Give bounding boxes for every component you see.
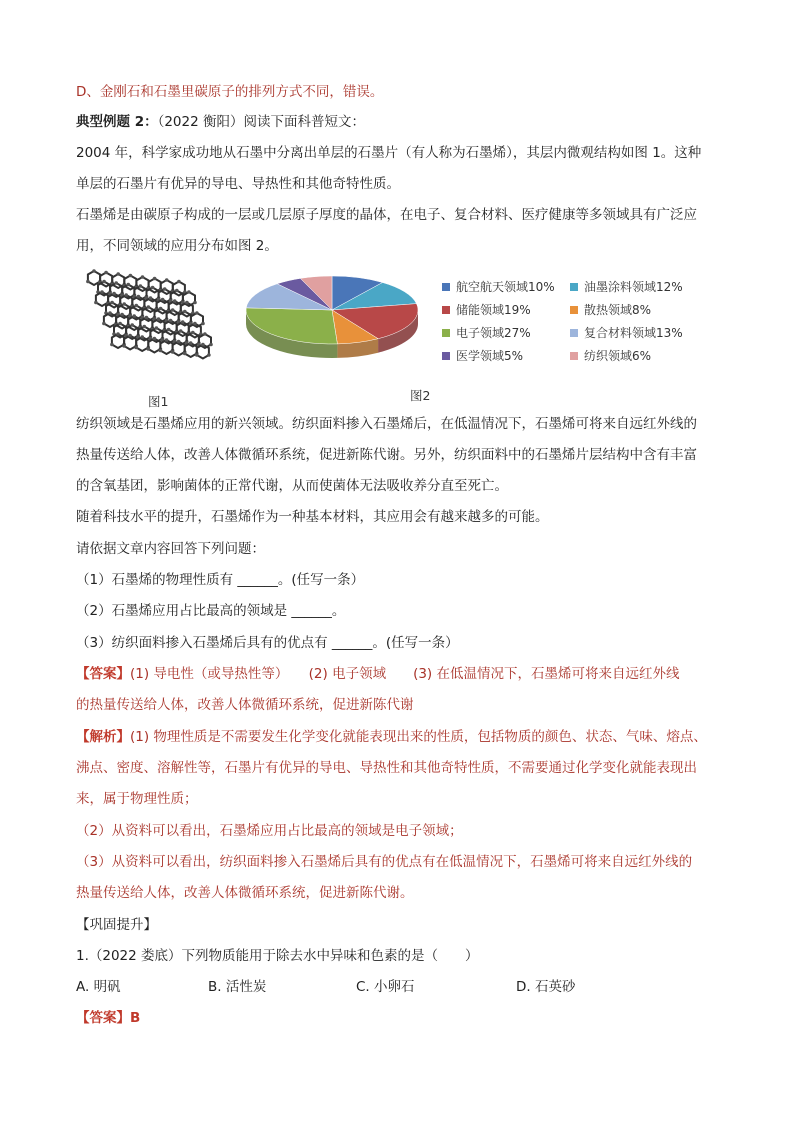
- lattice-atom: [143, 325, 147, 329]
- chart-legend: [442, 278, 722, 368]
- example-label: 典型例题 2：: [76, 114, 158, 130]
- text-line: 纺织领域是石墨烯应用的新兴领域。纺织面料掺入石墨烯后，在低温情况下，石墨烯可将来自远红外线的: [76, 416, 697, 432]
- lattice-atom: [104, 271, 108, 275]
- lattice-atom: [124, 293, 128, 297]
- legend-label: 散热领域8%: [584, 303, 652, 317]
- legend-swatch: [442, 283, 450, 291]
- lattice-atom: [145, 316, 149, 320]
- text-line: 单层的石墨片有优异的导电、导热性和其他奇特性质。: [76, 176, 400, 192]
- lattice-atom: [191, 331, 195, 335]
- option-c: C. 小卵石: [356, 979, 415, 995]
- text-line: 随着科技水平的提升，石墨烯作为一种基本材料，其应用会有越来越多的可能。: [76, 509, 549, 525]
- legend-item: [570, 324, 683, 341]
- answer-text-cont: 的热量传送给人体，改善人体微循环系统，促进新陈代谢: [76, 697, 414, 713]
- lattice-atom: [201, 343, 205, 347]
- lattice-atom: [155, 326, 159, 330]
- legend-swatch: [442, 306, 450, 314]
- lattice-atom: [92, 269, 96, 273]
- legend-swatch: [442, 352, 450, 360]
- question-2: （2）石墨烯应用占比最高的领域是 ______。: [76, 603, 346, 619]
- lattice-atom: [139, 284, 143, 288]
- text-line: 2004 年，科学家成功地从石墨中分离出单层的石墨片（有人称为石墨烯），其层内微观结构如图 1。这种: [76, 145, 702, 161]
- analysis-text: (1) 物理性质是不需要发生化学变化就能表现出来的性质，包括物质的颜色、状态、气味、熔点、: [130, 729, 707, 745]
- lattice-atom: [122, 344, 126, 348]
- example-heading: [76, 112, 365, 132]
- lattice-atom: [177, 280, 181, 284]
- lattice-atom: [179, 329, 183, 333]
- lattice-atom: [171, 308, 175, 312]
- legend-label: 电子领域27%: [456, 326, 531, 340]
- legend-item: [442, 324, 531, 341]
- text-line: 请依据文章内容回答下列问题：: [76, 541, 265, 557]
- answer-label: 【答案】: [76, 1010, 130, 1026]
- legend-label: 医学领域5%: [456, 349, 524, 363]
- analysis-text: 沸点、密度、溶解性等，石墨片有优异的导电、导热性和其他奇特性质，不需要通过化学变化就能表现出: [76, 760, 697, 776]
- question-3: （3）纺织面料掺入石墨烯后具有的优点有 ______。(任写一条）: [76, 635, 459, 651]
- lattice-atom: [110, 343, 114, 347]
- lattice-atom: [181, 320, 185, 324]
- lattice-atom: [159, 307, 163, 311]
- graphene-lattice-image: [84, 268, 234, 378]
- analysis-label: 【解析】: [76, 729, 130, 745]
- lattice-atom: [153, 277, 157, 281]
- lattice-atom: [122, 302, 126, 306]
- legend-swatch: [570, 283, 578, 291]
- lattice-atom: [114, 281, 118, 285]
- lattice-atom: [209, 343, 213, 347]
- lattice-atom: [165, 278, 169, 282]
- lattice-atom: [130, 323, 134, 327]
- lattice-atom: [185, 301, 189, 305]
- analysis-text: 热量传送给人体，改善人体微循环系统，促进新陈代谢。: [76, 885, 414, 901]
- legend-item: [570, 301, 651, 318]
- lattice-atom: [203, 332, 207, 336]
- legend-item: [442, 347, 523, 364]
- figure2-caption: 图2: [410, 388, 431, 403]
- lattice-atom: [100, 290, 104, 294]
- lattice-atom: [189, 341, 193, 345]
- problem-1: 1.（2022 娄底）下列物质能用于除去水中异味和色素的是（ ）: [76, 948, 479, 964]
- analysis-text: 来，属于物理性质；: [76, 791, 198, 807]
- text-line: 的含氧基团，影响菌体的正常代谢，从而使菌体无法吸收养分直至死亡。: [76, 478, 508, 494]
- lattice-atom: [110, 301, 114, 305]
- lattice-atom: [177, 340, 181, 344]
- answer-line-2: [76, 1008, 140, 1028]
- option-a: A. 明矾: [76, 979, 121, 995]
- lattice-atom: [207, 353, 211, 357]
- legend-label: 油墨涂料领域12%: [584, 280, 683, 294]
- legend-swatch: [442, 329, 450, 337]
- lattice-atom: [163, 287, 167, 291]
- answer-text: B: [130, 1010, 141, 1026]
- lattice-atom: [153, 337, 157, 341]
- legend-item: [570, 347, 651, 364]
- lattice-atom: [118, 322, 122, 326]
- lattice-atom: [169, 319, 173, 323]
- legend-swatch: [570, 306, 578, 314]
- lattice-atom: [147, 305, 151, 309]
- lattice-atom: [149, 296, 153, 300]
- lattice-atom: [116, 332, 120, 336]
- lattice-hexagon: [88, 271, 100, 285]
- lattice-atom: [187, 290, 191, 294]
- example-source: （2022 衡阳）阅读下面科普短文：: [157, 114, 365, 130]
- option-b: B. 活性炭: [208, 979, 267, 995]
- legend-label: 纺织领域6%: [584, 349, 652, 363]
- analysis-line: [76, 727, 707, 747]
- lattice-atom: [120, 313, 124, 317]
- lattice-atom: [102, 280, 106, 284]
- legend-swatch: [570, 329, 578, 337]
- lattice-atom: [193, 301, 197, 305]
- option-d: D. 石英砂: [516, 979, 576, 995]
- lattice-atom: [193, 322, 197, 326]
- legend-item: [442, 278, 555, 295]
- legend-swatch: [570, 352, 578, 360]
- lattice-atom: [135, 304, 139, 308]
- answer-label: 【答案】: [76, 666, 130, 682]
- pie-chart: [240, 268, 430, 378]
- answer-line: [76, 664, 680, 684]
- lattice-atom: [137, 295, 141, 299]
- text-line: 石墨烯是由碳原子构成的一层或几层原子厚度的晶体，在电子、复合材料、医疗健康等多领域具有广泛应: [76, 207, 697, 223]
- lattice-atom: [141, 275, 145, 279]
- lattice-atom: [195, 353, 199, 357]
- text-line: D、金刚石和石墨里碳原子的排列方式不同，错误。: [76, 84, 384, 100]
- lattice-atom: [140, 335, 144, 339]
- lattice-atom: [161, 298, 165, 302]
- lattice-atom: [112, 292, 116, 296]
- lattice-atom: [108, 311, 112, 315]
- answer-text: (1) 导电性（或导热性等） (2) 电子领域 (3) 在低温情况下，石墨烯可将来自远红外线: [130, 666, 680, 682]
- section-heading: 【巩固提升】: [76, 917, 157, 933]
- lattice-atom: [102, 322, 106, 326]
- analysis-text: （3）从资料可以看出，纺织面料掺入石墨烯后具有的优点有在低温情况下，石墨烯可将来自远红外线的: [76, 854, 693, 870]
- lattice-atom: [167, 328, 171, 332]
- text-line: 用，不同领域的应用分布如图 2。: [76, 238, 278, 254]
- lattice-atom: [147, 347, 151, 351]
- legend-label: 储能领域19%: [456, 303, 531, 317]
- legend-item: [570, 278, 683, 295]
- lattice-atom: [134, 346, 138, 350]
- lattice-atom: [165, 338, 169, 342]
- figure1-caption: 图1: [148, 394, 169, 409]
- lattice-atom: [116, 272, 120, 276]
- lattice-atom: [159, 349, 163, 353]
- lattice-atom: [94, 301, 98, 305]
- lattice-atom: [127, 283, 131, 287]
- lattice-atom: [175, 289, 179, 293]
- lattice-atom: [195, 311, 199, 315]
- legend-label: 复合材料领域13%: [584, 326, 683, 340]
- lattice-atom: [129, 274, 133, 278]
- analysis-text: （2）从资料可以看出，石墨烯应用占比最高的领域是电子领域；: [76, 823, 463, 839]
- lattice-atom: [128, 334, 132, 338]
- lattice-atom: [86, 280, 90, 284]
- lattice-atom: [173, 299, 177, 303]
- text-line: 热量传送给人体，改善人体微循环系统，促进新陈代谢。另外，纺织面料中的石墨烯片层结构中含有丰富: [76, 447, 697, 463]
- lattice-atom: [183, 310, 187, 314]
- lattice-atom: [183, 352, 187, 356]
- legend-item: [442, 301, 531, 318]
- legend-label: 航空航天领域10%: [456, 280, 555, 294]
- lattice-atom: [157, 317, 161, 321]
- lattice-atom: [201, 322, 205, 326]
- question-1: （1）石墨烯的物理性质有 ______。(任写一条）: [76, 572, 365, 588]
- lattice-atom: [151, 286, 155, 290]
- lattice-atom: [132, 314, 136, 318]
- lattice-atom: [171, 350, 175, 354]
